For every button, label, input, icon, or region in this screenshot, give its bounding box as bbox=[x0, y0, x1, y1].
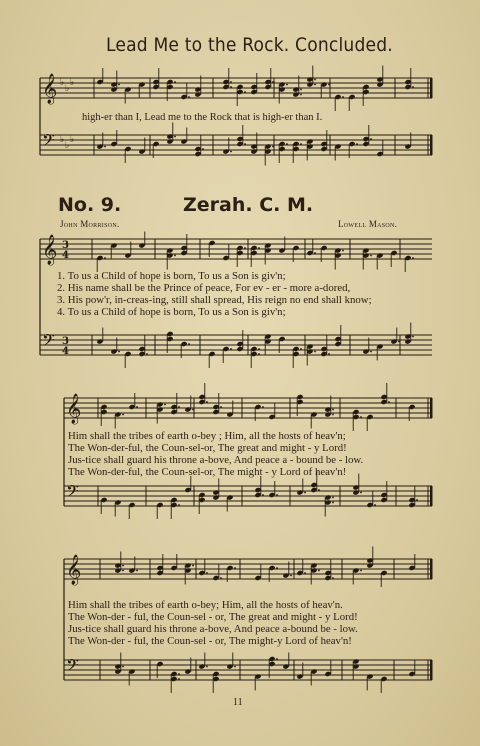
verse-line: 4. To us a Child of hope is born, To us a Son is giv'n; bbox=[57, 306, 286, 318]
dot bbox=[314, 79, 316, 81]
verse-line: The Won-der-ful, the Coun-sel-or, The great and might - y Lord! bbox=[68, 442, 347, 454]
dot bbox=[118, 351, 120, 353]
dot bbox=[342, 96, 344, 98]
dot bbox=[300, 348, 302, 350]
verse-line: Jus-tice shall guard his throne a-bove, And peace a-bound be - low. bbox=[68, 623, 358, 635]
dot bbox=[244, 143, 246, 145]
dot bbox=[234, 666, 236, 668]
dot bbox=[360, 570, 362, 572]
dot bbox=[332, 502, 334, 504]
dot bbox=[272, 146, 274, 148]
final-barline bbox=[430, 660, 433, 680]
dot bbox=[412, 336, 414, 338]
dot bbox=[360, 492, 362, 494]
treble-clef: 𝄞 bbox=[66, 394, 82, 424]
final-barline bbox=[430, 398, 433, 418]
dot bbox=[370, 138, 372, 140]
dot bbox=[262, 494, 264, 496]
dot bbox=[300, 89, 302, 91]
dot bbox=[118, 84, 120, 86]
dot bbox=[174, 136, 176, 138]
dot bbox=[356, 143, 358, 145]
dot bbox=[370, 351, 372, 353]
dot bbox=[332, 577, 334, 579]
dot bbox=[192, 565, 194, 567]
dot bbox=[416, 499, 418, 501]
dot bbox=[374, 504, 376, 506]
dot bbox=[122, 570, 124, 572]
dot bbox=[104, 257, 106, 259]
verse-line: The Won-der - ful, the Coun-sel - or, The might-y Lord of heav'n! bbox=[68, 635, 352, 647]
dot bbox=[220, 577, 222, 579]
dot bbox=[230, 86, 232, 88]
dot bbox=[122, 414, 124, 416]
treble-clef: 𝄞 bbox=[42, 74, 58, 104]
verse-line: Him shall the tribes of earth o-bey; Him, all the hosts of heav'n. bbox=[68, 599, 343, 611]
dot bbox=[178, 504, 180, 506]
dot bbox=[342, 250, 344, 252]
dot bbox=[136, 570, 138, 572]
verse-line: 2. His name shall be the Prince of peace, For ev - er - more a-dored, bbox=[57, 282, 351, 294]
final-barline bbox=[430, 559, 433, 579]
page-number: 11 bbox=[233, 697, 243, 708]
dot bbox=[122, 565, 124, 567]
hymn-name: Zerah. C. M. bbox=[183, 194, 314, 216]
lyric-line: high-er than I, Lead me to the Rock that is high-er than I. bbox=[82, 112, 323, 123]
dot bbox=[244, 91, 246, 93]
flat-sign: ♭ bbox=[60, 78, 65, 88]
dot bbox=[178, 406, 180, 408]
hymn-number: No. 9. bbox=[58, 194, 122, 216]
page-title: Lead Me to the Rock. Concluded. bbox=[106, 34, 393, 56]
dot bbox=[314, 351, 316, 353]
dot bbox=[174, 255, 176, 257]
dot bbox=[188, 96, 190, 98]
dot bbox=[314, 84, 316, 86]
final-barline bbox=[430, 486, 433, 506]
dot bbox=[388, 401, 390, 403]
dot bbox=[202, 148, 204, 150]
dot bbox=[258, 348, 260, 350]
dot bbox=[258, 247, 260, 249]
dot bbox=[360, 416, 362, 418]
dot bbox=[174, 81, 176, 83]
dot bbox=[318, 489, 320, 491]
dot bbox=[206, 572, 208, 574]
dot bbox=[104, 146, 106, 148]
lyricist-credit: John Morrison. bbox=[60, 219, 120, 229]
dot bbox=[230, 81, 232, 83]
dot bbox=[304, 572, 306, 574]
flat-sign: ♭ bbox=[70, 78, 75, 88]
dot bbox=[164, 404, 166, 406]
treble-clef: 𝄞 bbox=[66, 555, 82, 585]
dot bbox=[178, 673, 180, 675]
flat-sign: ♭ bbox=[70, 135, 75, 145]
dot bbox=[300, 94, 302, 96]
dot bbox=[276, 567, 278, 569]
verse-line: Jus-tice shall guard his throne a-bove, And peace a - bound be - low. bbox=[68, 454, 364, 466]
dot bbox=[234, 567, 236, 569]
dot bbox=[332, 409, 334, 411]
dot bbox=[412, 86, 414, 88]
dot bbox=[244, 247, 246, 249]
dot bbox=[258, 353, 260, 355]
verse-line: Him shall the tribes of earth o-bey ; Him, all the hosts of heav'n; bbox=[68, 430, 346, 442]
verse-line: The Won-der - ful, the Coun-sel - or, The great and might - y Lord! bbox=[68, 611, 358, 623]
flat-sign: ♭ bbox=[65, 141, 70, 151]
dot bbox=[136, 406, 138, 408]
bass-clef: 𝄢 bbox=[66, 655, 79, 679]
dot bbox=[286, 84, 288, 86]
dot bbox=[300, 143, 302, 145]
flat-sign: ♭ bbox=[65, 84, 70, 94]
dot bbox=[146, 353, 148, 355]
dot bbox=[192, 409, 194, 411]
time-signature: 4 bbox=[62, 346, 69, 357]
time-signature: 4 bbox=[62, 250, 69, 261]
dot bbox=[290, 575, 292, 577]
composer-credit: Lowell Mason. bbox=[338, 219, 398, 229]
dot bbox=[122, 666, 124, 668]
final-barline bbox=[430, 78, 433, 98]
dot bbox=[276, 658, 278, 660]
dot bbox=[286, 143, 288, 145]
dot bbox=[332, 497, 334, 499]
dot bbox=[276, 494, 278, 496]
treble-clef: 𝄞 bbox=[42, 235, 58, 265]
verse-line: 3. His pow'r, in-creas-ing, still shall spread, His reign no end shall know; bbox=[57, 294, 372, 306]
dot bbox=[178, 678, 180, 680]
dot bbox=[262, 406, 264, 408]
dot bbox=[314, 252, 316, 254]
dot bbox=[206, 666, 208, 668]
dot bbox=[398, 341, 400, 343]
bass-clef: 𝄢 bbox=[42, 330, 55, 354]
dot bbox=[370, 255, 372, 257]
dot bbox=[328, 353, 330, 355]
time-signature: 3 bbox=[62, 336, 69, 347]
bass-clef: 𝄢 bbox=[66, 481, 79, 505]
dot bbox=[230, 348, 232, 350]
flat-sign: ♭ bbox=[60, 135, 65, 145]
dot bbox=[272, 81, 274, 83]
dot bbox=[304, 492, 306, 494]
dot bbox=[328, 84, 330, 86]
dot bbox=[220, 406, 222, 408]
verse-line: 1. To us a Child of hope is born, To us a Son is giv'n; bbox=[57, 270, 286, 282]
time-signature: 3 bbox=[62, 240, 69, 251]
final-barline bbox=[430, 135, 433, 155]
dot bbox=[412, 257, 414, 259]
dot bbox=[188, 343, 190, 345]
dot bbox=[318, 570, 320, 572]
verse-line: The Won-der-ful, the Coun-sel-or, The might - y Lord of heav'n! bbox=[68, 466, 347, 478]
bass-clef: 𝄢 bbox=[42, 130, 55, 154]
dot bbox=[332, 414, 334, 416]
dot bbox=[230, 151, 232, 153]
dot bbox=[206, 401, 208, 403]
